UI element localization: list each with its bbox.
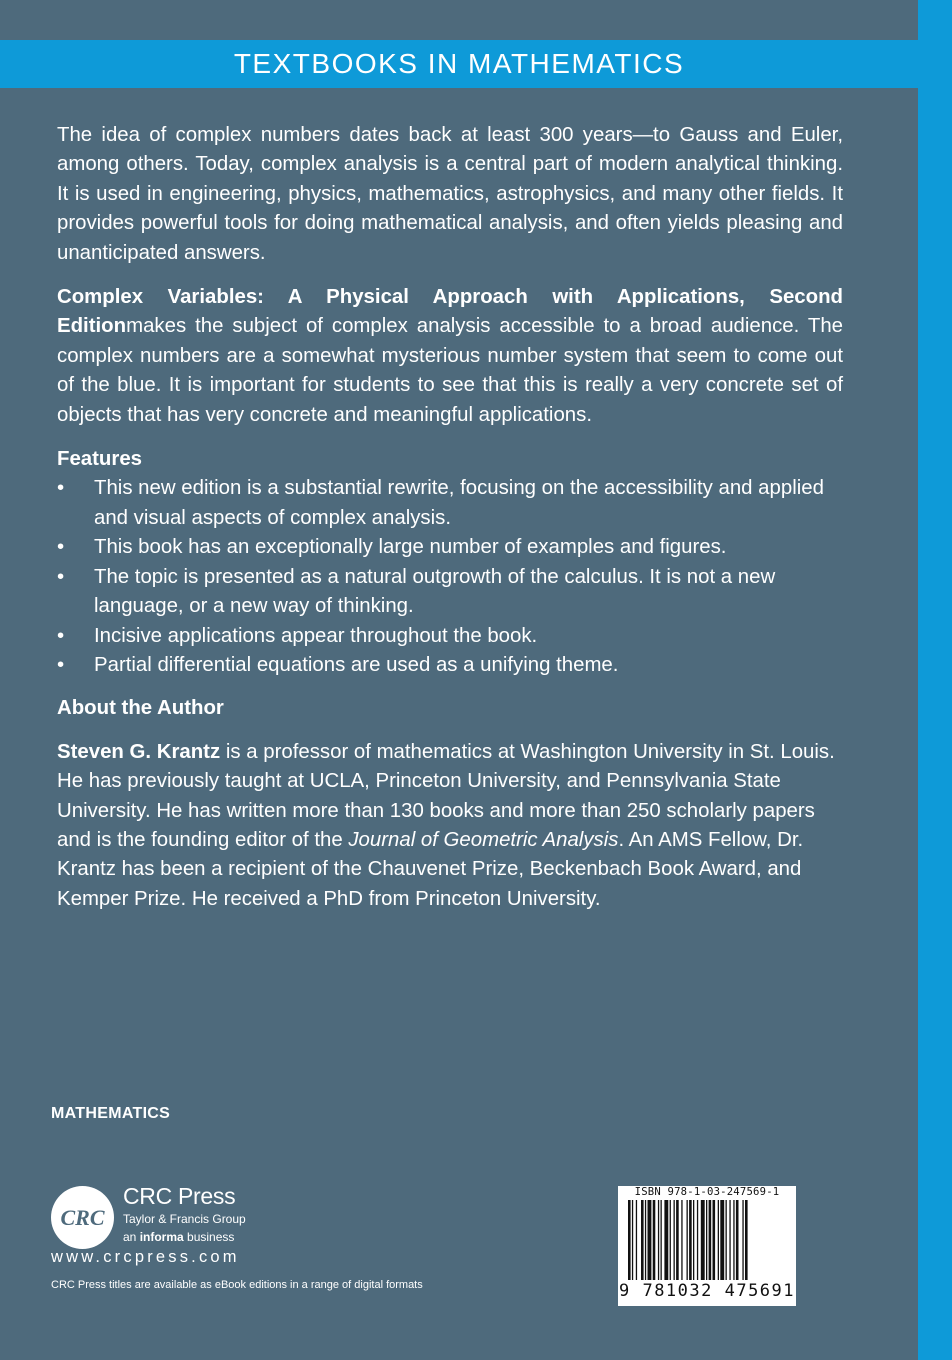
barcode-bar: [658, 1200, 659, 1280]
author-bio-part2: . An AMS Fellow, Dr. Krantz has been a recipient of the Chauvenet Prize, Beckenbach Book Award, and Kemper Prize. He received a PhD from Princeton University.: [57, 828, 804, 910]
author-bio-part1: is a professor of mathematics at Washington University in St. Louis. He has previously taught at UCLA, Princeton University, and Pennsylvania State University. He has written more than 130 books and more than 250 scholarly papers and is the founding editor of the: [57, 740, 835, 851]
barcode-icon: [628, 1200, 786, 1280]
barcode-bar: [706, 1200, 707, 1280]
barcode-bar: [648, 1200, 652, 1280]
subject-category: MATHEMATICS: [51, 1105, 171, 1122]
feature-item: • This new edition is a substantial rewrite, focusing on the accessibility and applied and visual aspects of complex analysis.: [57, 474, 843, 533]
barcode-bar: [742, 1200, 743, 1280]
barcode-bar: [632, 1200, 633, 1280]
book-title: Complex Variables: A Physical Approach with Applications, Second Edition: [57, 286, 843, 338]
features-list: [57, 474, 843, 680]
book-description: makes the subject of complex analysis accessible to a broad audience. The complex numbers are a somewhat mysterious number system that seem to come out of the blue. It is important for students to see that this is really a very concrete set of objects that has very concrete and meaningful applications.: [57, 315, 843, 426]
about-author-heading: About the Author: [57, 697, 224, 720]
barcode-bar: [645, 1200, 646, 1280]
barcode-bar: [653, 1200, 656, 1280]
barcode-bar: [697, 1200, 698, 1280]
barcode-bar: [745, 1200, 748, 1280]
barcode-bar: [676, 1200, 679, 1280]
feature-item: • Incisive applications appear throughout the book.: [57, 622, 843, 651]
feature-item: • This book has an exceptionally large number of examples and figures.: [57, 533, 843, 562]
series-banner: [0, 40, 918, 88]
barcode-bar: [701, 1200, 705, 1280]
author-name: Steven G. Krantz: [57, 740, 221, 763]
journal-title: Journal of Geometric Analysis: [348, 828, 619, 851]
spine-accent-strip: [918, 0, 952, 1360]
barcode-bar: [709, 1200, 712, 1280]
barcode-bar: [636, 1200, 637, 1280]
crc-logo-text: CRC: [60, 1205, 105, 1230]
feature-item: • The topic is presented as a natural outgrowth of the calculus. It is not a new language, or a new way of thinking.: [57, 563, 843, 622]
series-title: TEXTBOOKS IN MATHEMATICS: [233, 48, 685, 79]
barcode-bar: [713, 1200, 716, 1280]
publisher-group: Taylor & Francis Group: [123, 1212, 246, 1226]
crc-logo-icon: [51, 1186, 114, 1249]
informa-brand: informa: [139, 1230, 184, 1244]
publisher-business: an informa business: [123, 1230, 235, 1244]
barcode-bar: [661, 1200, 662, 1280]
barcode-bar: [693, 1200, 694, 1280]
barcode-bar: [674, 1200, 675, 1280]
barcode-bar: [718, 1200, 719, 1280]
features-heading: Features: [57, 448, 142, 471]
barcode-bar: [733, 1200, 734, 1280]
barcode-bar: [641, 1200, 644, 1280]
barcode-bar: [628, 1200, 631, 1280]
barcode-bar: [689, 1200, 692, 1280]
barcode-bar: [670, 1200, 671, 1280]
author-bio: [57, 738, 843, 914]
feature-item: • Partial differential equations are used as a unifying theme.: [57, 651, 843, 680]
barcode-bar: [726, 1200, 727, 1280]
publisher-name: CRC Press: [123, 1183, 236, 1209]
barcode-digits: 9 781032 475691: [618, 1281, 796, 1301]
barcode-bar: [687, 1200, 688, 1280]
barcode-bar: [736, 1200, 739, 1280]
barcode-bar: [664, 1200, 668, 1280]
book-description-paragraph: [57, 283, 843, 430]
barcode-bar: [720, 1200, 724, 1280]
intro-paragraph: The idea of complex numbers dates back at least 300 years—to Gauss and Euler, among others. Today, complex analysis is a central part of modern analytical thinking. It is used in engineering, physics, mathematics, astrophysics, and many other fields. It provides powerful tools for doing mathematical analysis, and often yields pleasing and unanticipated answers.: [57, 124, 843, 264]
ebook-note: CRC Press titles are available as eBook editions in a range of digital formats: [51, 1279, 423, 1291]
isbn-label: ISBN 978-1-03-247569-1: [634, 1186, 780, 1198]
barcode-bar: [681, 1200, 682, 1280]
publisher-website: www.crcpress.com: [51, 1248, 240, 1266]
crc-logo: [51, 1186, 114, 1249]
back-cover-text: [57, 121, 843, 929]
barcode-bar: [729, 1200, 730, 1280]
